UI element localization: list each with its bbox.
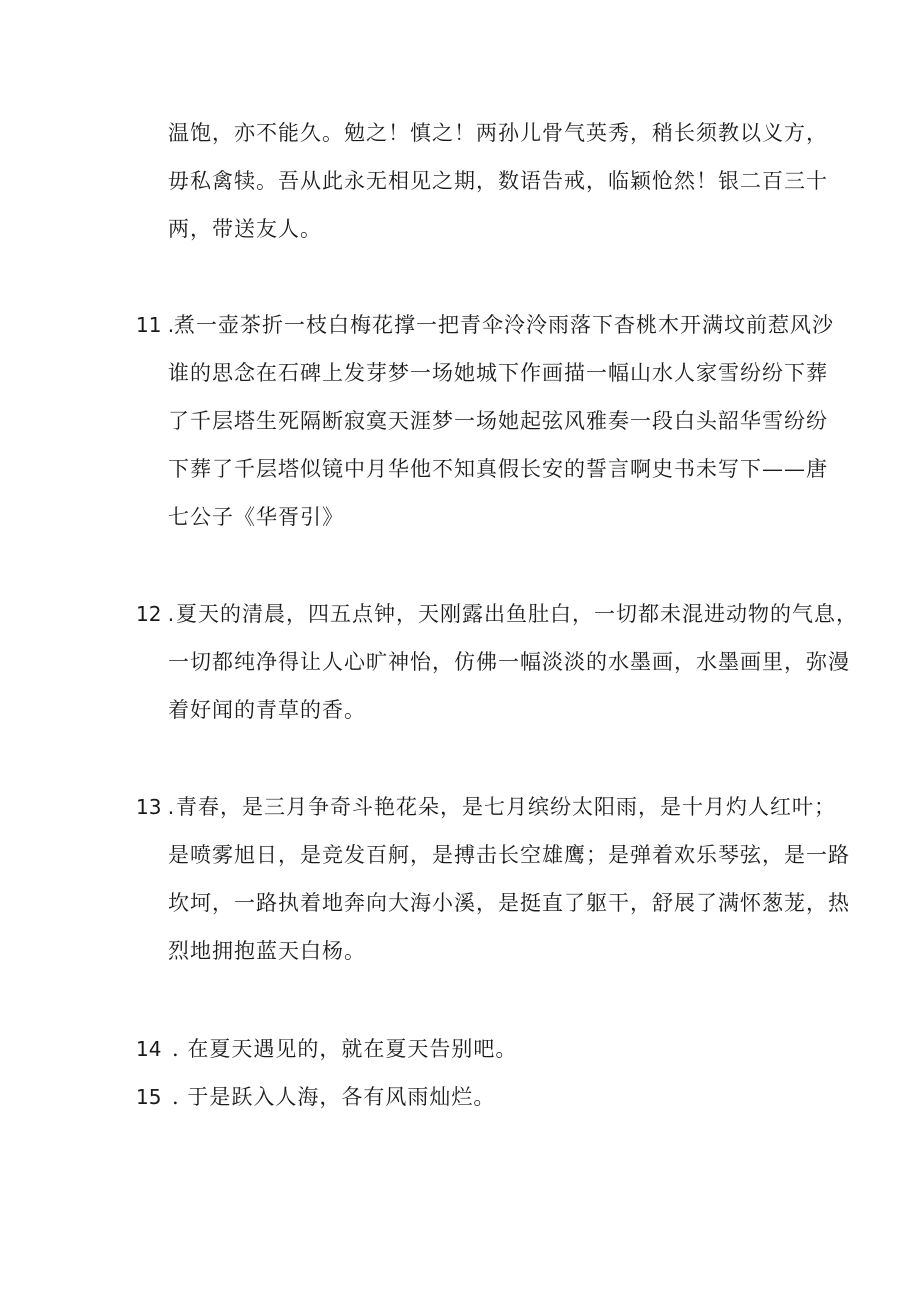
text-line: 温饱，亦不能久。勉之！慎之！两孙儿骨气英秀，稍长须教以义方， <box>168 121 828 145</box>
text-line: 了千层塔生死隔断寂寞天涯梦一场她起弦风雅奏一段白头韶华雪纷纷 <box>168 409 828 433</box>
text-line: 两，带送友人。 <box>168 217 322 241</box>
text-line: 下葬了千层塔似镜中月华他不知真假长安的誓言啊史书未写下——唐 <box>168 457 828 481</box>
item-number: 13 . <box>136 795 175 819</box>
item-number: 11 . <box>136 313 175 337</box>
text-line: 坎坷，一路执着地奔向大海小溪，是挺直了躯干，舒展了满怀葱茏，热 <box>168 891 850 915</box>
text-line: 一切都纯净得让人心旷神怡，仿佛一幅淡淡的水墨画，水墨画里，弥漫 <box>168 650 850 674</box>
text-line: 毋私禽犊。吾从此永无相见之期，数语告戒，临颖怆然！银二百三十 <box>168 169 828 193</box>
text-line: 青春，是三月争奇斗艳花朵，是七月缤纷太阳雨，是十月灼人红叶； <box>176 795 836 819</box>
text-line: 煮一壶茶折一枝白梅花撑一把青伞泠泠雨落下杳桃木开满坟前惹风沙 <box>174 313 834 337</box>
text-line: 谁的思念在石碑上发芽梦一场她城下作画描一幅山水人家雪纷纷下葬 <box>168 361 828 385</box>
item-number: 15 <box>136 1085 162 1109</box>
text-line: 着好闻的青草的香。 <box>168 698 366 722</box>
text-line: 烈地拥抱蓝天白杨。 <box>168 939 366 963</box>
text-line: . 在夏天遇见的，就在夏天告别吧。 <box>172 1037 518 1061</box>
text-line: 是喷雾旭日，是竞发百舸，是搏击长空雄鹰；是弹着欢乐琴弦，是一路 <box>168 843 850 867</box>
text-line: . 于是跃入人海，各有风雨灿烂。 <box>172 1085 496 1109</box>
item-number: 12 . <box>136 602 175 626</box>
text-line: 夏天的清晨，四五点钟，天刚露出鱼肚白，一切都未混进动物的气息， <box>176 602 858 626</box>
text-line: 七公子《华胥引》 <box>168 505 344 529</box>
item-number: 14 <box>136 1037 162 1061</box>
